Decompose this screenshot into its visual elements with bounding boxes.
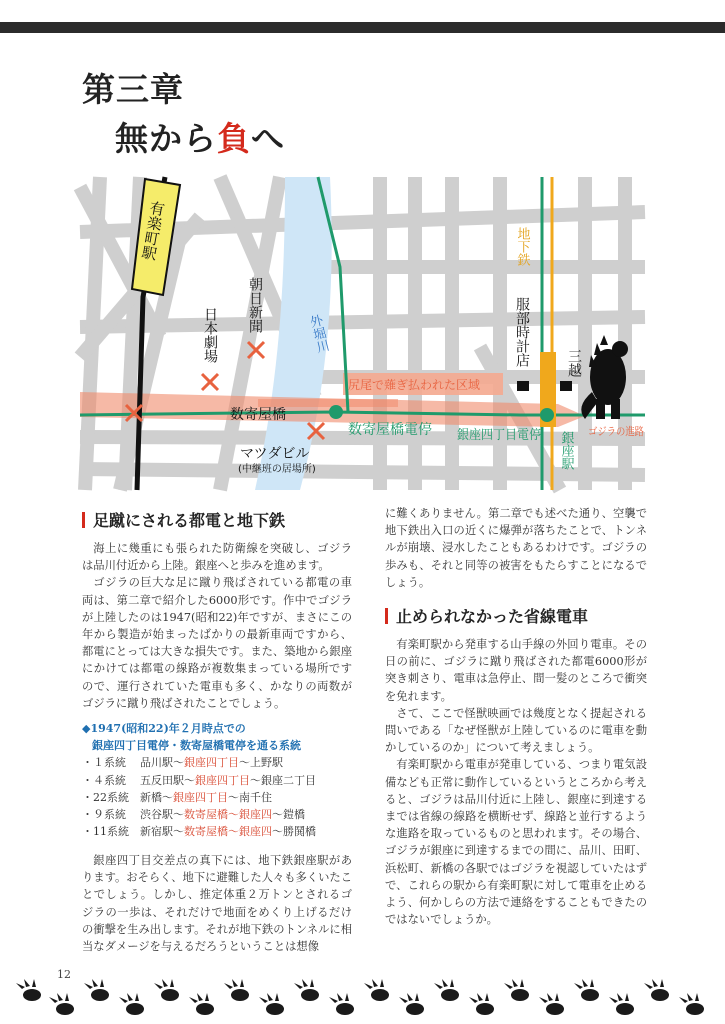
sukiyabashi-label: 数寄屋橋 <box>230 407 286 423</box>
system-row: ・11系統 新宿駅〜 数寄屋橋〜銀座四 〜勝鬨橋 <box>82 825 316 839</box>
section1-p3: 銀座四丁目交差点の真下には、地下鉄銀座駅があります。おそらく、地下に避難した人々も多くいたことでしょう。しかし、推定体重２万トンとされるゴジラの一歩は、それだけで地面をめくり上げるだけの衝撃を生み出します。それが地下鉄のトンネルに相当なダメージを与えるだろうということは想像 <box>82 854 352 954</box>
ginza4-stop-marker <box>540 408 554 422</box>
hattori-label: 服部時計店 <box>514 297 530 367</box>
yurakucho-label: 有楽町駅 <box>138 199 167 262</box>
section1-p1: 海上に幾重にも張られた防衛線を突破し、ゴジラは品川付近から上陸。銀座へと歩みを進めます。 <box>82 542 352 573</box>
system-row: ・22系統 新橋〜 銀座四丁目 〜南千住 <box>82 790 272 804</box>
footprints-decoration <box>0 975 725 1020</box>
section1-body-cont <box>82 852 352 955</box>
heading-bar <box>82 512 85 528</box>
chapter-title-red: 負 <box>217 119 251 158</box>
section2-p3: 有楽町駅から電車が発車している、つまり電気設備なども正常に動作しているというところから考えると、ゴジラは品川付近に上陸し、銀座に到達するまでは省線の線路を横断せず、線路と並行するような進路を取っているものと思われます。その場合、ゴジラが銀座に到達するまでの間に、品川、田町、浜松町、新橋の各駅ではゴジラを視認していたはずで、これらの駅から有楽町駅に対して電車を止めるよう、何かしらの方法で連絡をすることもできたのではないでしょうか。 <box>385 758 647 927</box>
page-number: 12 <box>57 968 71 981</box>
subway-label: 地下鉄 <box>514 227 530 266</box>
section1-p2: ゴジラの巨大な足に蹴り飛ばされている都電の車両は、第二章で紹介した6000形です。作中でゴジラが上陸したのは1947(昭和22)年ですが、まさにこの年から製造が始まったばかりの最新車両ですから、都電にとっては大きな損失です。また、築地から銀座にかけては都電の線路が複数集まっている場所ですので、運行されていた電車も多く、かなりの両数がゴジラに蹴り飛ばされたことでしょう。 <box>82 576 352 710</box>
system-row: ・４系統 五反田駅〜 銀座四丁目 〜銀座二丁目 <box>82 773 316 787</box>
nichigeki-label: 日本劇場 <box>202 307 218 363</box>
systems-title-1: ◆1947(昭和22)年２月時点での <box>82 722 246 735</box>
section1-body <box>82 540 352 712</box>
system-row: ・９系統 渋谷駅〜 数寄屋橋〜銀座四 〜鎧橋 <box>82 808 305 822</box>
godzilla-path-label: ゴジラの進路 <box>588 425 654 438</box>
chapter-title <box>115 113 285 160</box>
footprint-icon <box>16 979 704 1015</box>
ginza4-stop-label: 銀座四丁目電停 <box>457 428 549 443</box>
sotobori-label: 外堀川 <box>305 313 330 355</box>
top-rule <box>0 22 725 33</box>
mitsukoshi-label: 三越 <box>566 349 582 377</box>
system-row: ・１系統 品川駅〜 銀座四丁目 〜上野駅 <box>82 756 283 770</box>
chapter-title-post: へ <box>251 119 285 158</box>
section1-body-col2 <box>385 505 647 591</box>
asahi-label: 朝日新聞 <box>247 277 263 333</box>
ginza-station-label: 銀座駅 <box>558 431 574 470</box>
section1-heading: 足蹴にされる都電と地下鉄 <box>82 508 285 531</box>
heading-bar <box>385 608 388 624</box>
section1-p4: に難くありません。第二章でも述べた通り、空襲で地下鉄出入口の近くに爆弾が落ちたことで、トンネルが崩壊、浸水したこともあるわけです。ゴジラの歩みも、それと同等の被害をもたらすことになるでしょう。 <box>385 507 647 589</box>
tram-systems-box <box>82 720 352 840</box>
section2-body <box>385 636 647 928</box>
mitsukoshi-marker <box>560 381 572 391</box>
matsuda-note-label: (中継班の居場所) <box>238 464 316 475</box>
ginza-map <box>80 177 654 490</box>
chapter-number: 第三章 <box>82 70 184 109</box>
swept-area-label: 尻尾で薙ぎ払われた区域 <box>348 378 481 392</box>
systems-title-2: 銀座四丁目電停・数寄屋橋電停を通る系統 <box>92 739 301 753</box>
sukiyabashi-stop-label: 数寄屋橋電停 <box>348 422 432 438</box>
section2-p2: さて、ここで怪獣映画では幾度となく提起される問いである「なぜ怪獣が上陸しているのに電車を動かしているのか」について考えましょう。 <box>385 706 647 755</box>
section2-heading: 止められなかった省線電車 <box>385 604 588 627</box>
sukiyabashi-stop-marker <box>329 405 343 419</box>
matsuda-label: マツダビル <box>240 446 310 462</box>
section2-p1: 有楽町駅から発車する山手線の外回り電車。その日の前に、ゴジラに蹴り飛ばされた都電6000形が突き刺さり、電車は急停止、間一髪のところで衝突を免れます。 <box>385 638 647 703</box>
chapter-title-pre: 無から <box>115 119 217 158</box>
hattori-marker <box>517 381 529 391</box>
